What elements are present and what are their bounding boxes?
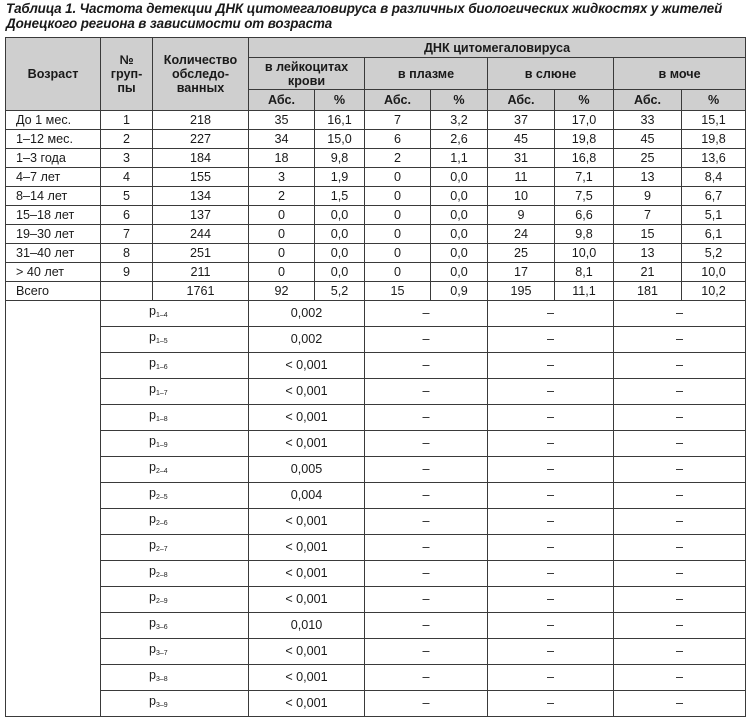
header-pct: %	[555, 90, 614, 111]
pvalue-urine: –	[614, 509, 746, 535]
cell-age: 1–3 года	[6, 149, 101, 168]
header-pct: %	[315, 90, 365, 111]
cell-pa: 0	[365, 168, 431, 187]
cell-count: 134	[153, 187, 249, 206]
pvalue-saliva: –	[488, 639, 614, 665]
cell-up: 6,1	[682, 225, 746, 244]
pvalue-urine: –	[614, 327, 746, 353]
cell-sp: 8,1	[555, 263, 614, 282]
pvalue-label	[101, 405, 249, 431]
cell-sp: 7,5	[555, 187, 614, 206]
pvalue-symbol: p	[149, 538, 157, 552]
pvalue-groups: 2–4	[156, 468, 168, 475]
pvalue-symbol: p	[149, 512, 157, 526]
cell-group: 6	[101, 206, 153, 225]
pvalue-groups: 2–9	[156, 598, 168, 605]
header-count: Количество обследо-ванных	[153, 38, 249, 111]
pvalue-symbol: p	[149, 356, 157, 370]
pvalue-plasma: –	[365, 431, 488, 457]
pvalue-row	[6, 639, 746, 665]
cell-group: 1	[101, 111, 153, 130]
cell-group: 9	[101, 263, 153, 282]
cell-sa: 195	[488, 282, 555, 301]
table-row	[6, 244, 746, 263]
table-row	[6, 263, 746, 282]
pvalue-row	[6, 457, 746, 483]
pvalue-label	[101, 457, 249, 483]
pvalue-leuk: 0,002	[249, 327, 365, 353]
cell-count: 244	[153, 225, 249, 244]
cell-lp: 0,0	[315, 263, 365, 282]
pvalue-symbol: p	[149, 382, 157, 396]
cell-pa: 0	[365, 187, 431, 206]
pvalue-symbol: p	[149, 642, 157, 656]
pvalue-urine: –	[614, 457, 746, 483]
pvalue-row	[6, 535, 746, 561]
pvalue-label	[101, 639, 249, 665]
pvalue-saliva: –	[488, 327, 614, 353]
cell-pp: 0,0	[431, 225, 488, 244]
pvalue-saliva: –	[488, 613, 614, 639]
cell-count: 137	[153, 206, 249, 225]
cell-group	[101, 282, 153, 301]
cell-count: 251	[153, 244, 249, 263]
cell-sp: 7,1	[555, 168, 614, 187]
pvalue-plasma: –	[365, 457, 488, 483]
header-abs: Абс.	[365, 90, 431, 111]
cell-age: > 40 лет	[6, 263, 101, 282]
cell-pa: 0	[365, 206, 431, 225]
pvalue-row	[6, 431, 746, 457]
cell-group: 8	[101, 244, 153, 263]
pvalue-urine: –	[614, 587, 746, 613]
pvalue-symbol: p	[149, 408, 157, 422]
cell-la: 35	[249, 111, 315, 130]
cell-pp: 1,1	[431, 149, 488, 168]
pvalue-leuk: < 0,001	[249, 353, 365, 379]
cell-lp: 15,0	[315, 130, 365, 149]
header-saliva: в слюне	[488, 58, 614, 90]
cell-la: 3	[249, 168, 315, 187]
cell-la: 0	[249, 244, 315, 263]
cell-sa: 45	[488, 130, 555, 149]
pvalue-urine: –	[614, 405, 746, 431]
pvalue-saliva: –	[488, 561, 614, 587]
pvalue-label	[101, 327, 249, 353]
pvalue-label	[101, 535, 249, 561]
pvalue-groups: 1–5	[156, 338, 168, 345]
cell-pp: 0,9	[431, 282, 488, 301]
pvalue-plasma: –	[365, 535, 488, 561]
cell-ua: 13	[614, 168, 682, 187]
cell-up: 8,4	[682, 168, 746, 187]
cell-pp: 0,0	[431, 187, 488, 206]
cell-count: 211	[153, 263, 249, 282]
cell-sp: 16,8	[555, 149, 614, 168]
cell-la: 0	[249, 206, 315, 225]
pvalue-saliva: –	[488, 379, 614, 405]
cell-sp: 10,0	[555, 244, 614, 263]
pvalue-saliva: –	[488, 509, 614, 535]
cell-up: 5,2	[682, 244, 746, 263]
pvalue-leuk: 0,004	[249, 483, 365, 509]
cell-sa: 17	[488, 263, 555, 282]
table-row	[6, 111, 746, 130]
pvalue-row	[6, 691, 746, 717]
table-row	[6, 206, 746, 225]
pvalue-groups: 3–9	[156, 702, 168, 709]
pvalue-urine: –	[614, 613, 746, 639]
cell-ua: 45	[614, 130, 682, 149]
pvalue-urine: –	[614, 353, 746, 379]
cell-group: 5	[101, 187, 153, 206]
table-row	[6, 225, 746, 244]
pvalue-row	[6, 353, 746, 379]
cell-la: 2	[249, 187, 315, 206]
pvalue-plasma: –	[365, 483, 488, 509]
pvalue-leuk: 0,010	[249, 613, 365, 639]
pvalue-groups: 1–9	[156, 442, 168, 449]
cell-sa: 31	[488, 149, 555, 168]
cell-lp: 1,5	[315, 187, 365, 206]
cell-age: Всего	[6, 282, 101, 301]
cell-sa: 9	[488, 206, 555, 225]
pvalue-symbol: p	[149, 330, 157, 344]
pvalue-symbol: p	[149, 694, 157, 708]
header-age: Возраст	[6, 38, 101, 111]
cell-pa: 0	[365, 225, 431, 244]
pvalue-leuk: < 0,001	[249, 639, 365, 665]
pvalue-groups: 3–6	[156, 624, 168, 631]
cell-lp: 0,0	[315, 225, 365, 244]
pvalue-urine: –	[614, 561, 746, 587]
cell-ua: 33	[614, 111, 682, 130]
header-pct: %	[682, 90, 746, 111]
pvalue-row	[6, 483, 746, 509]
pvalue-groups: 3–7	[156, 650, 168, 657]
cell-ua: 181	[614, 282, 682, 301]
pvalue-label	[101, 691, 249, 717]
header-pct: %	[431, 90, 488, 111]
table-row	[6, 168, 746, 187]
header-leuk: в лейкоцитах крови	[249, 58, 365, 90]
pvalue-saliva: –	[488, 691, 614, 717]
pvalue-leuk: < 0,001	[249, 405, 365, 431]
table-row	[6, 282, 746, 301]
cell-group: 3	[101, 149, 153, 168]
header-dna: ДНК цитомегаловируса	[249, 38, 746, 58]
pvalue-label	[101, 587, 249, 613]
cell-age: До 1 мес.	[6, 111, 101, 130]
cell-sa: 11	[488, 168, 555, 187]
cell-sp: 11,1	[555, 282, 614, 301]
cell-sp: 17,0	[555, 111, 614, 130]
pvalue-plasma: –	[365, 665, 488, 691]
cell-age: 1–12 мес.	[6, 130, 101, 149]
pvalue-symbol: p	[149, 304, 157, 318]
pvalue-leuk: < 0,001	[249, 431, 365, 457]
pvalue-label	[101, 613, 249, 639]
cell-age: 19–30 лет	[6, 225, 101, 244]
cell-up: 5,1	[682, 206, 746, 225]
pvalue-symbol: p	[149, 590, 157, 604]
cell-ua: 15	[614, 225, 682, 244]
cell-la: 92	[249, 282, 315, 301]
cell-pa: 7	[365, 111, 431, 130]
header-urine: в моче	[614, 58, 746, 90]
pvalue-saliva: –	[488, 457, 614, 483]
cell-up: 19,8	[682, 130, 746, 149]
cell-lp: 16,1	[315, 111, 365, 130]
cell-age: 31–40 лет	[6, 244, 101, 263]
pvalue-row	[6, 379, 746, 405]
pvalue-saliva: –	[488, 587, 614, 613]
pvalue-label	[101, 483, 249, 509]
pvalue-label	[101, 379, 249, 405]
pvalue-plasma: –	[365, 301, 488, 327]
cell-ua: 13	[614, 244, 682, 263]
pvalue-leuk: < 0,001	[249, 587, 365, 613]
cell-pa: 2	[365, 149, 431, 168]
pvalue-plasma: –	[365, 327, 488, 353]
cell-group: 4	[101, 168, 153, 187]
pvalue-leuk: < 0,001	[249, 509, 365, 535]
pvalue-saliva: –	[488, 535, 614, 561]
pvalue-leuk: < 0,001	[249, 561, 365, 587]
cell-count: 218	[153, 111, 249, 130]
pvalue-label	[101, 301, 249, 327]
header-abs: Абс.	[488, 90, 555, 111]
cell-up: 10,0	[682, 263, 746, 282]
pvalue-urine: –	[614, 691, 746, 717]
cell-count: 1761	[153, 282, 249, 301]
cell-pa: 6	[365, 130, 431, 149]
table-row	[6, 187, 746, 206]
cell-sa: 24	[488, 225, 555, 244]
cell-pa: 0	[365, 244, 431, 263]
pvalue-urine: –	[614, 301, 746, 327]
pvalue-symbol: p	[149, 668, 157, 682]
pvalue-symbol: p	[149, 460, 157, 474]
cell-pa: 15	[365, 282, 431, 301]
header-group: № груп-пы	[101, 38, 153, 111]
pvalue-leuk: 0,002	[249, 301, 365, 327]
cell-ua: 9	[614, 187, 682, 206]
cell-count: 184	[153, 149, 249, 168]
pvalue-symbol: p	[149, 564, 157, 578]
cell-age: 4–7 лет	[6, 168, 101, 187]
cell-age: 15–18 лет	[6, 206, 101, 225]
pvalue-row	[6, 561, 746, 587]
cell-sp: 6,6	[555, 206, 614, 225]
cell-ua: 21	[614, 263, 682, 282]
pvalue-plasma: –	[365, 613, 488, 639]
pvalue-plasma: –	[365, 509, 488, 535]
pvalue-plasma: –	[365, 353, 488, 379]
pvalue-leuk: < 0,001	[249, 379, 365, 405]
pvalue-urine: –	[614, 665, 746, 691]
cell-la: 0	[249, 225, 315, 244]
pvalue-groups: 1–4	[156, 312, 168, 319]
pvalue-row	[6, 301, 746, 327]
pvalue-plasma: –	[365, 587, 488, 613]
pvalue-urine: –	[614, 639, 746, 665]
cell-count: 227	[153, 130, 249, 149]
pvalue-saliva: –	[488, 405, 614, 431]
pvalue-urine: –	[614, 431, 746, 457]
cmv-dna-table	[5, 37, 746, 717]
cell-pp: 0,0	[431, 244, 488, 263]
header-abs: Абс.	[249, 90, 315, 111]
table-row	[6, 130, 746, 149]
cell-pp: 0,0	[431, 168, 488, 187]
cell-pp: 3,2	[431, 111, 488, 130]
cell-ua: 7	[614, 206, 682, 225]
cell-sa: 25	[488, 244, 555, 263]
cell-count: 155	[153, 168, 249, 187]
pvalue-label	[101, 509, 249, 535]
pvalue-symbol: p	[149, 434, 157, 448]
header-abs: Абс.	[614, 90, 682, 111]
pvalue-row	[6, 327, 746, 353]
pvalue-saliva: –	[488, 353, 614, 379]
cell-sp: 9,8	[555, 225, 614, 244]
pvalue-saliva: –	[488, 483, 614, 509]
cell-sp: 19,8	[555, 130, 614, 149]
cell-lp: 5,2	[315, 282, 365, 301]
pvalue-plasma: –	[365, 561, 488, 587]
pvalue-groups: 2–8	[156, 572, 168, 579]
pvalue-label	[101, 353, 249, 379]
cell-lp: 0,0	[315, 244, 365, 263]
cell-up: 6,7	[682, 187, 746, 206]
cell-up: 10,2	[682, 282, 746, 301]
cell-group: 7	[101, 225, 153, 244]
pvalue-plasma: –	[365, 691, 488, 717]
cell-pp: 0,0	[431, 206, 488, 225]
pvalue-row	[6, 665, 746, 691]
cell-pa: 0	[365, 263, 431, 282]
pvalue-plasma: –	[365, 405, 488, 431]
table-row	[6, 149, 746, 168]
pvalue-label	[101, 561, 249, 587]
pvalue-plasma: –	[365, 639, 488, 665]
pvalue-saliva: –	[488, 665, 614, 691]
pvalue-row	[6, 587, 746, 613]
cell-lp: 1,9	[315, 168, 365, 187]
table-caption: Таблица 1. Частота детекции ДНК цитомегаловируса в различных биологических жидкостях у жителей Донецкого региона в зависимости от возраста	[6, 1, 723, 31]
pvalue-symbol: p	[149, 486, 157, 500]
pvalue-groups: 2–7	[156, 546, 168, 553]
cell-age: 8–14 лет	[6, 187, 101, 206]
pvalue-label	[101, 665, 249, 691]
pvalue-groups: 1–6	[156, 364, 168, 371]
pvalue-label	[101, 431, 249, 457]
cell-la: 34	[249, 130, 315, 149]
cell-group: 2	[101, 130, 153, 149]
cell-la: 0	[249, 263, 315, 282]
blank-cell	[6, 301, 101, 717]
cell-pp: 0,0	[431, 263, 488, 282]
pvalue-groups: 2–5	[156, 494, 168, 501]
cell-lp: 9,8	[315, 149, 365, 168]
pvalue-leuk: < 0,001	[249, 665, 365, 691]
cell-sa: 10	[488, 187, 555, 206]
pvalue-row	[6, 613, 746, 639]
pvalue-row	[6, 405, 746, 431]
pvalue-urine: –	[614, 379, 746, 405]
pvalue-urine: –	[614, 535, 746, 561]
pvalue-leuk: < 0,001	[249, 691, 365, 717]
pvalue-leuk: 0,005	[249, 457, 365, 483]
cell-up: 15,1	[682, 111, 746, 130]
pvalue-groups: 2–6	[156, 520, 168, 527]
pvalue-symbol: p	[149, 616, 157, 630]
pvalue-groups: 1–8	[156, 416, 168, 423]
pvalue-groups: 3–8	[156, 676, 168, 683]
cell-up: 13,6	[682, 149, 746, 168]
cell-la: 18	[249, 149, 315, 168]
cell-pp: 2,6	[431, 130, 488, 149]
pvalue-plasma: –	[365, 379, 488, 405]
header-plasma: в плазме	[365, 58, 488, 90]
cell-ua: 25	[614, 149, 682, 168]
pvalue-groups: 1–7	[156, 390, 168, 397]
pvalue-saliva: –	[488, 301, 614, 327]
pvalue-saliva: –	[488, 431, 614, 457]
pvalue-row	[6, 509, 746, 535]
cell-sa: 37	[488, 111, 555, 130]
cell-lp: 0,0	[315, 206, 365, 225]
pvalue-leuk: < 0,001	[249, 535, 365, 561]
pvalue-urine: –	[614, 483, 746, 509]
